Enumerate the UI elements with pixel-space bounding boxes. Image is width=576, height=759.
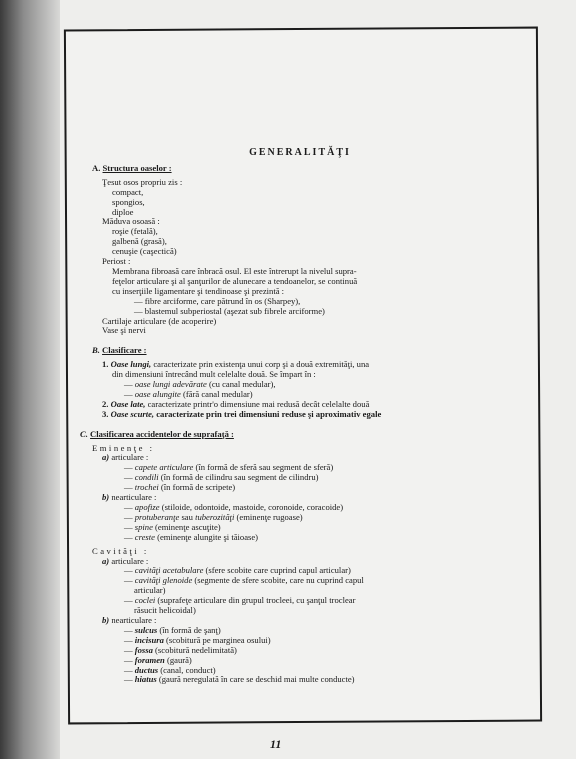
list-item: Vase şi nervi [102, 325, 146, 336]
list-item: galbenă (grasă), [112, 236, 167, 247]
section-c-title: Clasificarea accidentelor de suprafaţă : [90, 428, 234, 439]
list-item: — protuberanţe sau tuberozităţi (eminenţe rugoase) [124, 511, 303, 522]
list-item: articular) [134, 585, 166, 596]
list-item: — condili (în formă de cilindru sau segment de cilindru) [124, 472, 319, 483]
list-item: — foramen (gaură) [124, 654, 192, 665]
list-item: compact, [112, 186, 144, 197]
section-a-title: Structura oaselor : [102, 162, 172, 173]
section-b-label: B. [92, 345, 100, 356]
list-item: — creste (eminenţe alungite şi tăioase) [124, 531, 259, 542]
list-item: — ductus (canal, conduct) [124, 664, 216, 675]
page-content [80, 148, 520, 685]
eminente-heading: Eminenţe : [92, 442, 155, 453]
section-b-title: Clasificare : [102, 345, 147, 356]
list-item: roşie (fetală), [112, 226, 158, 237]
list-item: — cavităţi glenoide (segmente de sfere scobite, care nu cuprind capul [124, 575, 364, 586]
list-item: cu inserţiile ligamentare şi tendinoase şi prezintă : [112, 285, 285, 296]
list-item: — hiatus (gaură neregulată în care se deschid mai multe conducte) [124, 674, 355, 685]
section-a-label: A. [92, 162, 101, 173]
list-item: din dimensiuni întrecând mult celelalte două. Se împart în : [112, 369, 316, 380]
list-item: — fibre arciforme, care pătrund în os (Sharpey), [134, 295, 301, 306]
section-b-heading [80, 346, 520, 356]
list-item: cenuşie (caşectică) [112, 246, 177, 257]
list-item: — oase lungi adevărate (cu canal medular), [124, 379, 276, 390]
list-item: — trochei (în formă de scripete) [124, 482, 236, 493]
list-item: — sulcus (în formă de şanţ) [124, 624, 221, 635]
list-item: 1. Oase lungi, caracterizate prin existenţa unui corp şi a două extremităţi, una [102, 359, 370, 370]
list-item: Măduva osoasă : [102, 216, 160, 227]
list-item: — cavităţi acetabulare (sfere scobite care cuprind capul articular) [124, 565, 351, 576]
list-item: b) nearticulare : [102, 614, 157, 625]
list-item: — coclei (suprafeţe articulare din grupul trocleei, cu şanţul troclear [124, 595, 356, 606]
list-item: feţelor articulare şi al şanţurilor de alunecare a tendoanelor, se continuă [112, 275, 358, 286]
cavitati-heading: Cavităţi : [92, 545, 149, 556]
list-item: Cartilaje articulare (de acoperire) [102, 315, 217, 326]
list-item: răsucit helicoidal) [134, 605, 196, 616]
section-a-heading [80, 164, 520, 174]
list-item: — apofize (stiloide, odontoide, mastoide, coronoide, coracoide) [124, 502, 344, 512]
list-item: b) nearticulare : [102, 492, 157, 503]
section-c-label: C. [80, 428, 88, 439]
list-item: Ţesut osos propriu zis : [102, 176, 183, 187]
list-item: — oase alungite (fără canal medular) [124, 388, 253, 399]
list-item: 2. Oase late, caracterizate printr'o dimensiune mai redusă decât celelalte două [102, 398, 370, 409]
list-item: — blastemul subperiostal (aşezat sub fibrele arciforme) [134, 305, 325, 316]
list-item: Periost : [102, 256, 131, 267]
list-item: — incisura (scobitură pe marginea osului) [124, 634, 271, 645]
section-c-heading [80, 430, 520, 440]
page-number: 11 [270, 737, 282, 751]
page-binding-shadow [0, 0, 60, 759]
list-item: spongios, [112, 196, 145, 207]
page-title: GENERALITĂŢI [249, 147, 351, 158]
list-item: — fossa (scobitură nedelimitată) [124, 644, 237, 655]
list-item: a) articulare : [102, 555, 149, 566]
list-item: — spine (eminenţe ascuţite) [124, 521, 221, 532]
list-item: a) articulare : [102, 452, 149, 463]
list-item: — capete articulare (în formă de sferă sau segment de sferă) [124, 462, 334, 473]
list-item: 3. Oase scurte, caracterizate prin trei dimensiuni reduse şi aproximativ egale [102, 408, 382, 419]
list-item: Membrana fibroasă care înbracă osul. El este întrerupt la nivelul supra- [112, 265, 357, 276]
list-item: diploe [112, 206, 134, 217]
